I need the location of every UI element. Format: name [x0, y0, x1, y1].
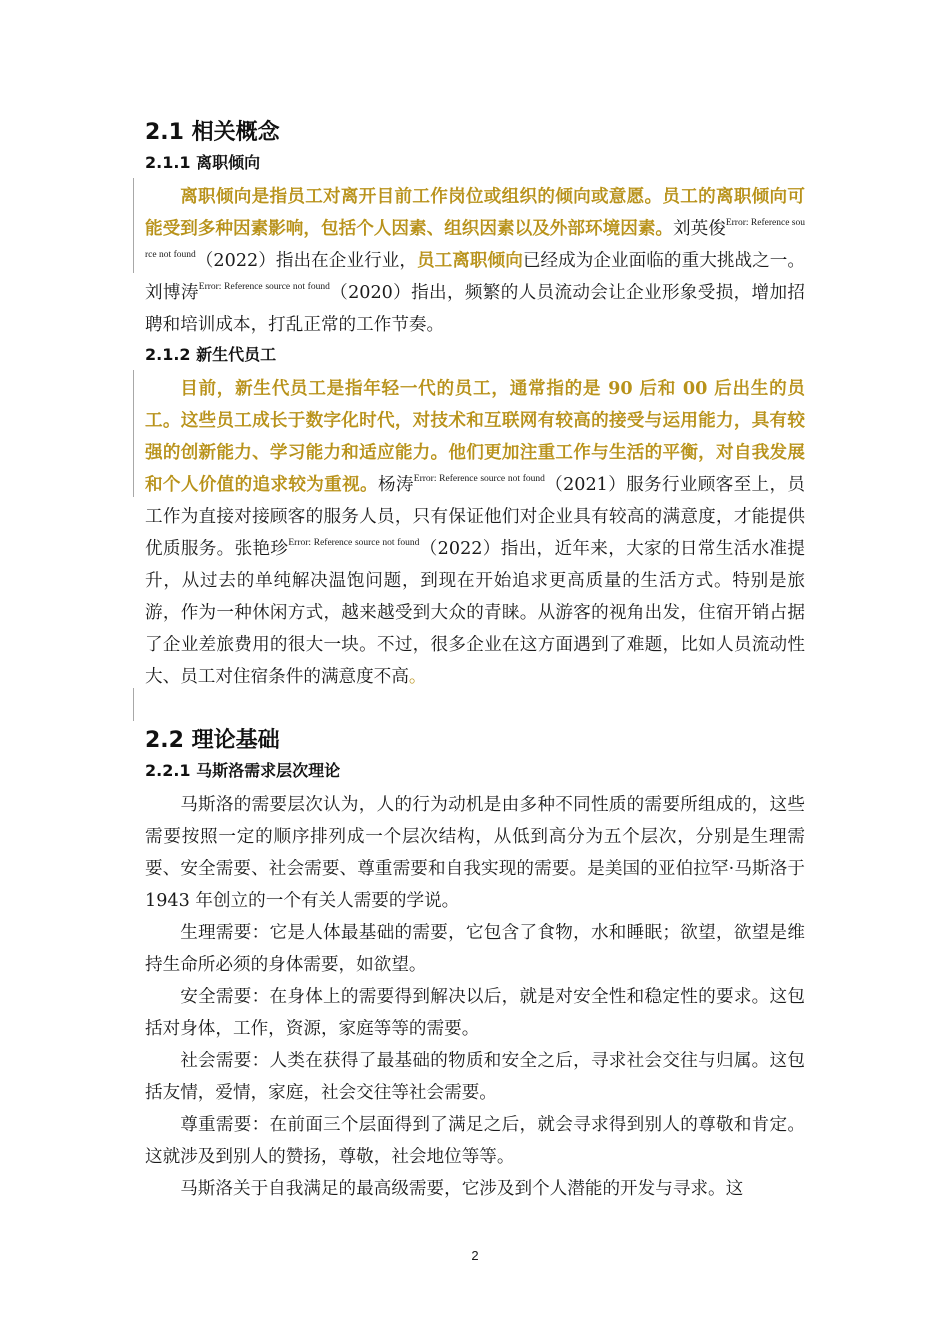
reference-error: Error: Reference source not found	[145, 218, 805, 260]
body-text: 已经成为企业面临的重大挑战之一。刘博涛	[145, 251, 805, 303]
paragraph-physiological-needs: 生理需要：它是人体最基础的需要，它包含了食物，水和睡眠；欲望，欲望是维持生命所必须的身体需要，如欲望。	[145, 923, 805, 975]
body-text: （2022）指出在企业行业，	[195, 251, 417, 271]
body-text: 刘英俊	[673, 219, 726, 239]
highlighted-text: 员工离职倾向	[417, 250, 523, 271]
highlighted-text: 离职倾向是指员工对离开目前工作岗位或组织的倾向或意愿。员工的离职倾向可能受到多种因素影响，包括个人因素、组织因素以及外部环境因素。	[145, 186, 805, 239]
body-text: 杨涛	[377, 475, 414, 495]
change-bar	[133, 370, 134, 497]
paragraph-turnover-intention	[145, 181, 805, 341]
body-text: （2020）指出，频繁的人员流动会让企业形象受损，增加招聘和培训成本，打乱正常的工作节奏。	[145, 283, 805, 335]
paragraph-new-generation-employees	[145, 373, 805, 693]
change-bar	[133, 688, 134, 721]
reference-error: Error: Reference source not found	[413, 474, 545, 484]
subsection-heading-2-2-1: 2.2.1 马斯洛需求层次理论	[145, 761, 341, 780]
reference-error: Error: Reference source not found	[288, 538, 420, 548]
paragraph-social-needs: 社会需要：人类在获得了最基础的物质和安全之后，寻求社会交往与归属。这包括友情，爱情，家庭，社会交往等社会需要。	[145, 1051, 805, 1103]
body-text: （2021）服务行业顾客至上，员工作为直接对接顾客的服务人员，只有保证他们对企业具有较高的满意度，才能提供优质服务。张艳珍	[145, 475, 805, 559]
page-number: 2	[471, 1248, 479, 1263]
highlighted-text: 目前，新生代员工是指年轻一代的员工，通常指的是 90 后和 00 后出生的员工。这些员工成长于数字化时代，对技术和互联网有较高的接受与运用能力，具有较强的创新能力、学习能力和适应能力。他们更加注重工作与生活的平衡，对自我发展和个人价值的追求较为重视。	[145, 378, 805, 495]
paragraph-safety-needs: 安全需要：在身体上的需要得到解决以后，就是对安全性和稳定性的要求。这包括对身体，工作，资源，家庭等等的需要。	[145, 987, 805, 1039]
paragraph-esteem-needs: 尊重需要：在前面三个层面得到了满足之后，就会寻求得到别人的尊敬和肯定。这就涉及到别人的赞扬，尊敬，社会地位等等。	[145, 1115, 805, 1167]
reference-error: Error: Reference source not found	[198, 282, 330, 292]
section-heading-2-1: 2.1 相关概念	[145, 120, 280, 145]
paragraph-maslow-intro: 马斯洛的需要层次认为，人的行为动机是由多种不同性质的需要所组成的，这些需要按照一定的顺序排列成一个层次结构，从低到高分为五个层次，分别是生理需要、安全需要、社会需要、尊重需要和自我实现的需要。是美国的亚伯拉罕·马斯洛于 1943 年创立的一个有关人需要的学说。	[145, 795, 805, 911]
body-text: （2022）指出，近年来，大家的日常生活水准提升，从过去的单纯解决温饱问题，到现在开始追求更高质量的生活方式。特别是旅游，作为一种休闲方式，越来越受到大众的青睐。从游客的视角出发，住宿开销占据了企业差旅费用的很大一块。不过，很多企业在这方面遇到了难题，比如人员流动性大、员工对住宿条件的满意度不高	[145, 539, 805, 687]
subsection-heading-2-1-2: 2.1.2 新生代员工	[145, 345, 277, 364]
section-heading-2-2: 2.2 理论基础	[145, 728, 280, 753]
change-bar	[133, 178, 134, 273]
highlighted-text: 。	[408, 667, 427, 687]
paragraph-self-actualization: 马斯洛关于自我满足的最高级需要，它涉及到个人潜能的开发与寻求。这	[180, 1179, 744, 1199]
subsection-heading-2-1-1: 2.1.1 离职倾向	[145, 153, 261, 172]
